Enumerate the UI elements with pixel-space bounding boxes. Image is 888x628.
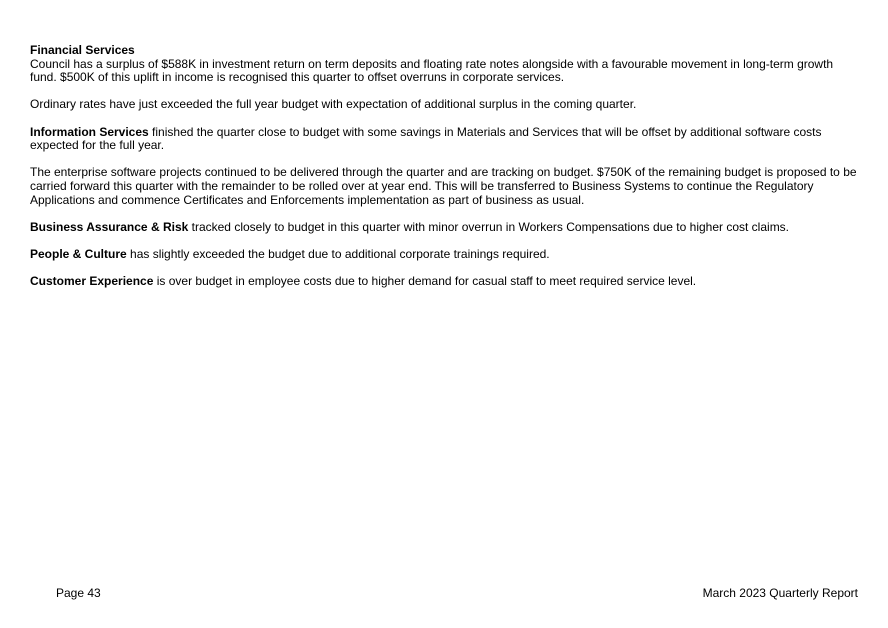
paragraph-text: Council has a surplus of $588K in investment return on term deposits and floating rate notes alongside with a favourable movement in long-term growth fund. $500K of this uplift in income is recognised this quarter to offset overruns in corporate services. [30,56,834,85]
section-lead: Business Assurance & Risk [30,219,189,234]
paragraph-text: has slightly exceeded the budget due to additional corporate trainings required. [126,246,550,261]
business-assurance-paragraph [30,221,860,235]
section-lead: Customer Experience [30,274,154,289]
people-culture-paragraph [30,248,860,262]
customer-experience-paragraph [30,275,860,289]
information-services-paragraph [30,126,860,153]
financial-services-paragraph [30,44,860,85]
report-title: March 2023 Quarterly Report [702,586,858,600]
section-lead: People & Culture [30,246,127,261]
ordinary-rates-paragraph [30,98,860,112]
enterprise-software-paragraph [30,166,860,207]
document-body [30,44,860,302]
section-heading: Financial Services [30,43,135,57]
paragraph-text: is over budget in employee costs due to higher demand for casual staff to meet required service level. [153,274,697,289]
page-number: Page 43 [56,586,101,600]
paragraph-text: finished the quarter close to budget with some savings in Materials and Services that will be offset by additional software costs expected for the full year. [30,124,822,153]
paragraph-text: The enterprise software projects continued to be delivered through the quarter and are tracking on budget. $750K of the remaining budget is proposed to be carried forward this quarter with the remainder to be rolled over at year end. This will be transferred to Business Systems to continue the Regulatory Applications and commence Certificates and Enforcements implementation as part of business as usual. [30,165,857,207]
section-lead: Information Services [30,124,149,139]
paragraph-text: tracked closely to budget in this quarter with minor overrun in Workers Compensations due to higher cost claims. [188,219,790,234]
paragraph-text: Ordinary rates have just exceeded the full year budget with expectation of additional surplus in the coming quarter. [30,97,637,112]
